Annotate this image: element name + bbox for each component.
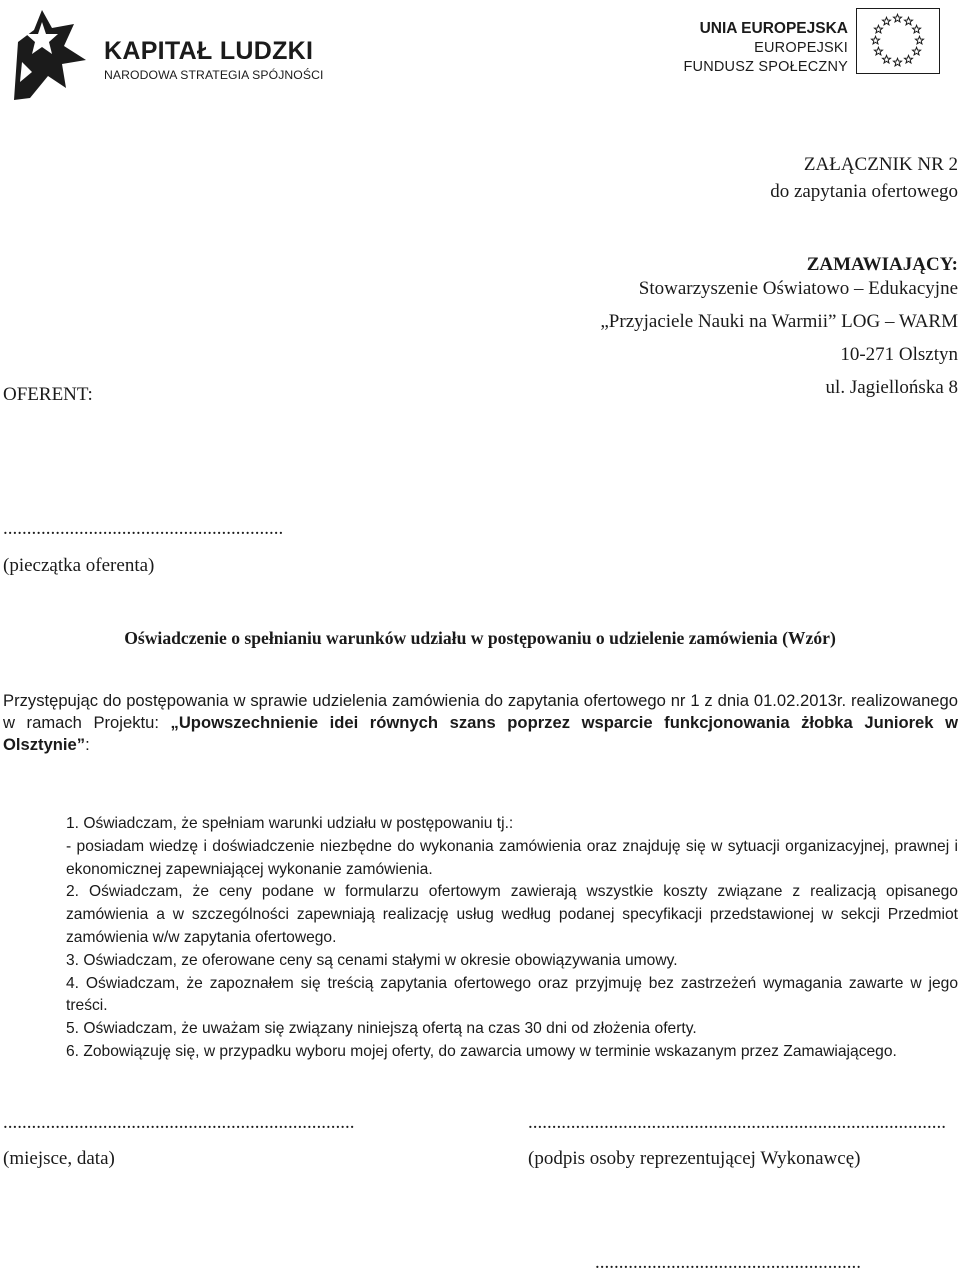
place-date-dots: .......................................................................... xyxy=(3,1112,355,1133)
annex-subtitle: do zapytania ofertowego xyxy=(770,181,958,202)
intro-paragraph xyxy=(3,690,958,756)
statement-item: 4. Oświadczam, że zapoznałem się treścią zapytania ofertowego oraz przyjmuję bez zastrzeżeń wymagania zawarte w jego treści. xyxy=(66,974,958,1015)
eu-star-icon xyxy=(913,47,921,55)
eu-star-icon xyxy=(905,17,913,25)
eu-star-icon xyxy=(894,58,902,66)
statement-item: 6. Zobowiązuję się, w przypadku wyboru mojej oferty, do zawarcia umowy w terminie wskazanym przez Zamawiającego. xyxy=(66,1042,897,1060)
kapital-ludzki-subtitle: NARODOWA STRATEGIA SPÓJNOŚCI xyxy=(104,68,324,82)
bidder-label: OFERENT: xyxy=(3,384,93,405)
intro-text: Przystępując do postępowania w sprawie udzielenia zamówienia do zapytania ofertowego nr 1 z dnia 01.02.2013r. realizowanego w ramach Projektu: xyxy=(3,691,958,732)
eu-star-icon xyxy=(883,17,891,25)
ordering-party-name2: „Przyjaciele Nauki na Warmii” LOG – WARM xyxy=(600,311,958,332)
intro-colon: : xyxy=(85,735,90,754)
eu-star-icon xyxy=(883,55,891,63)
statement-item: 1. Oświadczam, że spełniam warunki udziału w postępowaniu tj.: xyxy=(66,815,514,832)
ordering-party-label: ZAMAWIAJĄCY: xyxy=(806,254,958,275)
ordering-party-street: ul. Jagiellońska 8 xyxy=(825,377,958,398)
statement-item: - posiadam wiedzę i doświadczenie niezbędne do wykonania zamówienia oraz znajduję się w sytuacji organizacyjnej, prawnej i ekonomicznej zapewniającej wykonanie zamówienia. xyxy=(66,837,958,878)
eu-star-icon xyxy=(874,25,882,33)
project-name: „Upowszechnienie idei równych szans poprzez wsparcie funkcjonowania żłobka Juniorek w Olsztynie” xyxy=(3,713,958,754)
eu-logo xyxy=(640,8,940,83)
eu-star-icon xyxy=(916,36,924,44)
statement-item: 5. Oświadczam, że uważam się związany niniejszą ofertą na czas 30 dni od złożenia oferty. xyxy=(66,1020,697,1038)
signature-dots: ........................................................................................ xyxy=(528,1112,946,1133)
statements-list xyxy=(66,813,958,1064)
kapital-ludzki-title: KAPITAŁ LUDZKI xyxy=(104,37,314,65)
eu-star-icon xyxy=(905,55,913,63)
eu-star-icon xyxy=(872,36,880,44)
eu-flag-icon xyxy=(856,8,940,74)
signature-label: (podpis osoby reprezentującej Wykonawcę) xyxy=(528,1148,861,1169)
eu-star-icon xyxy=(913,25,921,33)
eu-name: UNIA EUROPEJSKA xyxy=(699,20,848,37)
statement-item: 3. Oświadczam, ze oferowane ceny są cenami stałymi w okresie obowiązywania umowy. xyxy=(66,951,678,969)
statement-item: 2. Oświadczam, że ceny podane w formularzu ofertowym zawierają wszystkie koszty związane z realizacją opisanego zamówienia a w szczególności zapewniają realizację usług według podanej specyfikacji przedstawionej w sekcji Przedmiot zamówienia w/w zapytania ofertowego. xyxy=(66,883,958,946)
kapital-ludzki-star-icon xyxy=(12,2,92,102)
eu-star-icon xyxy=(874,47,882,55)
ordering-party-postal: 10-271 Olsztyn xyxy=(840,344,958,365)
eu-star-icon xyxy=(894,14,902,22)
bottom-dots: ........................................................ xyxy=(595,1252,861,1273)
eu-fund-line1: EUROPEJSKI xyxy=(754,40,848,56)
kapital-ludzki-logo xyxy=(6,2,326,102)
statement-title: Oświadczenie o spełnianiu warunków udziału w postępowaniu o udzielenie zamówienia (Wzór) xyxy=(124,628,836,648)
bidder-stamp-label: (pieczątka oferenta) xyxy=(3,555,155,576)
ordering-party-name1: Stowarzyszenie Oświatowo – Edukacyjne xyxy=(638,278,958,299)
eu-fund-line2: FUNDUSZ SPOŁECZNY xyxy=(683,59,848,75)
place-date-label: (miejsce, data) xyxy=(3,1148,115,1169)
annex-number: ZAŁĄCZNIK NR 2 xyxy=(803,154,958,175)
bidder-stamp-dots: ........................................................... xyxy=(3,518,284,539)
